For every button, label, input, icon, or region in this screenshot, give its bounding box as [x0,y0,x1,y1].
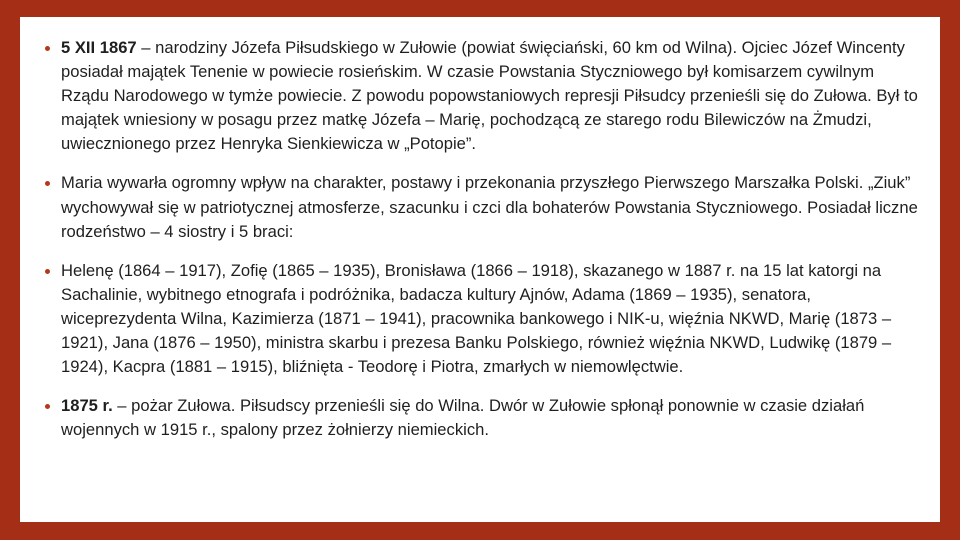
bullet-dot-icon [45,181,50,186]
bullet-item-fire [44,394,920,442]
bullet-lead-date: 5 XII 1867 [61,38,137,57]
bullet-dot-icon [45,269,50,274]
bullet-item-siblings [44,259,920,379]
bullet-item-birth [44,36,920,156]
bullet-dot-icon [45,46,50,51]
bullet-item-mother [44,171,920,243]
bullet-dot-icon [45,404,50,409]
bullet-text: – narodziny Józefa Piłsudskiego w Zułowie (powiat święciański, 60 km od Wilna). Ojciec Józef Wincenty posiadał majątek Tenenie w powiecie rosieńskim. W czasie Powstania Styczniowego był komisarzem cywilnym Rządu Narodowego w tymże powiecie. Z powodu popowstaniowych represji Piłsudcy przenieśli się do Zułowa. Był to majątek wniesiony w posagu przez matkę Józefa – Marię, pochodzącą ze starego rodu Bilewiczów na Żmudzi, uwiecznionego przez Henryka Sienkiewicza w „Potopie”. [61,38,918,154]
slide-content [20,17,940,522]
bullet-lead-date: 1875 r. [61,396,113,416]
bullet-text: – pożar Zułowa. Piłsudscy przenieśli się do Wilna. Dwór w Zułowie spłonął ponownie w czasie działań wojennych w 1915 r., spalony przez żołnierzy niemieckich. [61,396,865,440]
bullet-text: Maria wywarła ogromny wpływ na charakter, postawy i przekonania przyszłego Pierwszego Marszałka Polski. „Ziuk” wychowywał się w patriotycznej atmosferze, szacunku i czci dla bohaterów Powstania Styczniowego. Posiadał liczne rodzeństwo – 4 siostry i 5 braci: [61,173,918,241]
bullet-text: Helenę (1864 – 1917), Zofię (1865 – 1935), Bronisława (1866 – 1918), skazanego w 1887 r. na 15 lat katorgi na Sachalinie, wybitnego etnografa i podróżnika, badacza kultury Ajnów, Adama (1869 – 1935), senatora, wiceprezydenta Wilna, Kazimierza (1871 – 1941), pracownika bankowego i NIK-u, więźnia NKWD, Marię (1873 – 1921), Jana (1876 – 1950), ministra skarbu i prezesa Banku Polskiego, również więźnia NKWD, Ludwikę (1879 – 1924), Kacpra (1881 – 1915), bliźnięta - Teodorę i Piotra, zmarłych w niemowlęctwie. [61,260,892,377]
